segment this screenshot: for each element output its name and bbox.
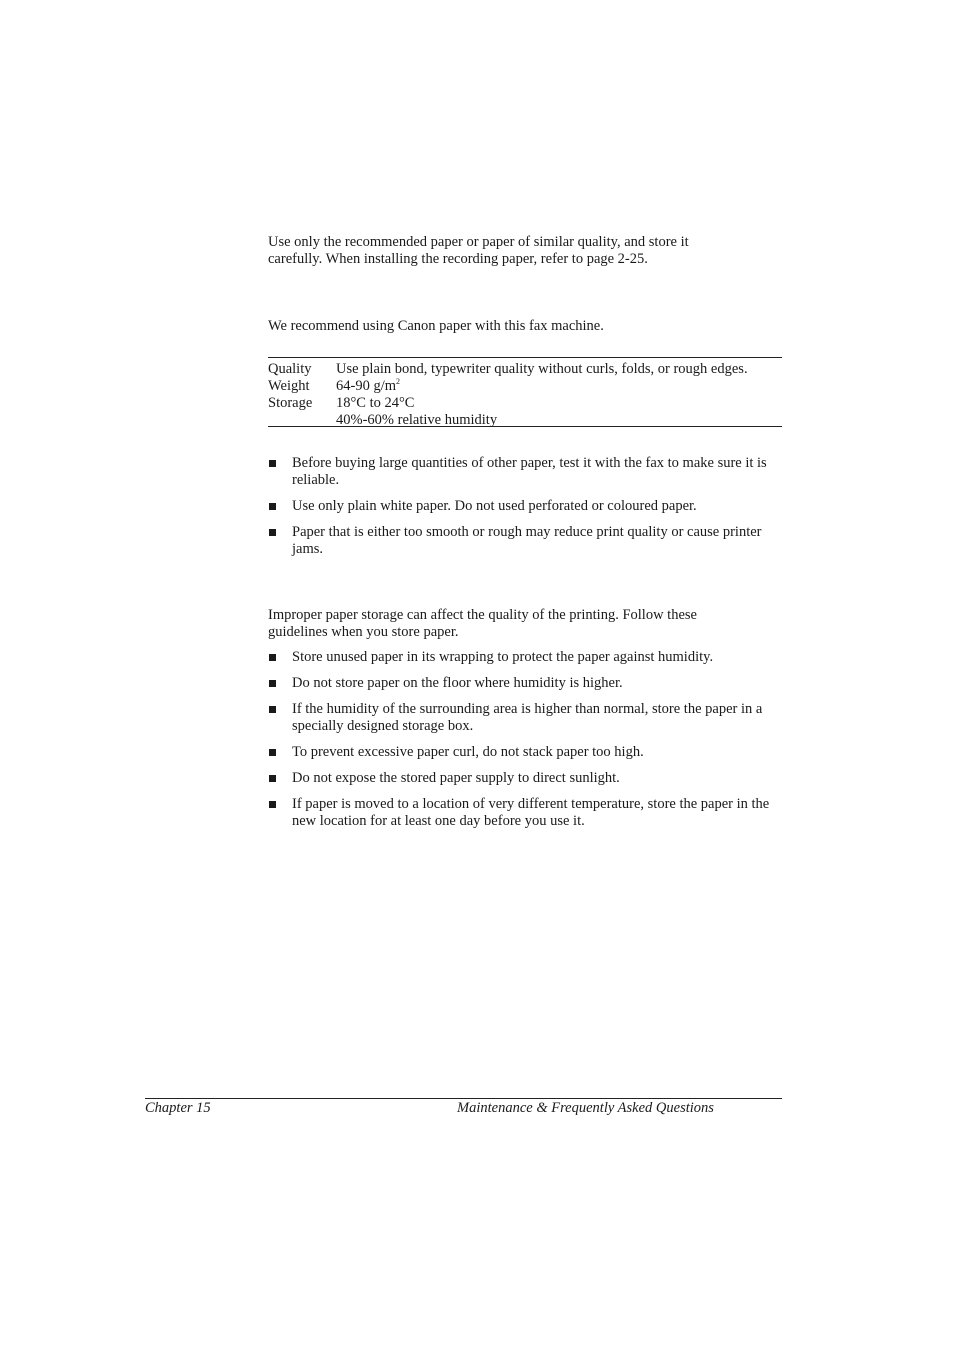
list-item-text: Before buying large quantities of other paper, test it with the fax to make sure it is reliable. <box>292 455 767 488</box>
weight-unit-exponent: 2 <box>396 377 401 387</box>
list-item <box>268 649 784 666</box>
square-bullet-icon <box>269 775 276 782</box>
recommendation-paragraph: We recommend using Canon paper with this fax machine. <box>268 318 604 334</box>
square-bullet-icon <box>269 680 276 687</box>
list-item-text: Do not expose the stored paper supply to direct sunlight. <box>292 770 620 786</box>
list-item <box>268 675 784 692</box>
spec-label: Weight <box>268 378 310 394</box>
spec-value: 18°C to 24°C <box>336 395 415 411</box>
square-bullet-icon <box>269 706 276 713</box>
footer-chapter: Chapter 15 <box>145 1100 211 1116</box>
spec-value: 40%-60% relative humidity <box>336 412 498 428</box>
spec-row-quality <box>268 361 782 378</box>
list-item <box>268 455 784 489</box>
spec-row-weight <box>268 378 782 395</box>
list-item-text: Use only plain white paper. Do not used perforated or coloured paper. <box>292 498 697 514</box>
list-item <box>268 524 784 558</box>
intro-paragraph: Use only the recommended paper or paper of similar quality, and store it carefully. When installing the recording paper, refer to page 2-25. <box>268 234 689 267</box>
spec-label <box>268 412 336 429</box>
list-item <box>268 770 784 787</box>
spec-label: Quality <box>268 361 312 377</box>
footer-title: Maintenance & Frequently Asked Questions <box>457 1100 714 1116</box>
spec-value <box>336 378 782 395</box>
storage-guidelines-list <box>268 649 784 839</box>
square-bullet-icon <box>269 529 276 536</box>
list-item-text: Paper that is either too smooth or rough may reduce print quality or cause printer jams. <box>292 524 762 557</box>
paper-spec-table <box>268 357 782 427</box>
weight-value: 64-90 g/m <box>336 378 397 394</box>
list-item <box>268 498 784 515</box>
list-item-text: If the humidity of the surrounding area is higher than normal, store the paper in a specially designed storage box. <box>292 701 763 734</box>
list-item <box>268 701 784 735</box>
list-item <box>268 744 784 761</box>
spec-row-humidity <box>268 412 782 429</box>
spec-label: Storage <box>268 395 313 411</box>
square-bullet-icon <box>269 801 276 808</box>
list-item-text: To prevent excessive paper curl, do not stack paper too high. <box>292 744 644 760</box>
spec-value: Use plain bond, typewriter quality without curls, folds, or rough edges. <box>336 361 748 377</box>
list-item-text: If paper is moved to a location of very different temperature, store the paper in the new location for at least one day before you use it. <box>292 796 770 829</box>
square-bullet-icon <box>269 503 276 510</box>
storage-intro-paragraph: Improper paper storage can affect the quality of the printing. Follow these guidelines when you store paper. <box>268 607 697 640</box>
square-bullet-icon <box>269 460 276 467</box>
list-item-text: Do not store paper on the floor where humidity is higher. <box>292 675 623 691</box>
paper-notes-list <box>268 455 784 567</box>
spec-row-storage <box>268 395 782 412</box>
list-item-text: Store unused paper in its wrapping to protect the paper against humidity. <box>292 649 714 665</box>
footer-divider <box>145 1098 782 1099</box>
square-bullet-icon <box>269 749 276 756</box>
list-item <box>268 796 784 830</box>
square-bullet-icon <box>269 654 276 661</box>
